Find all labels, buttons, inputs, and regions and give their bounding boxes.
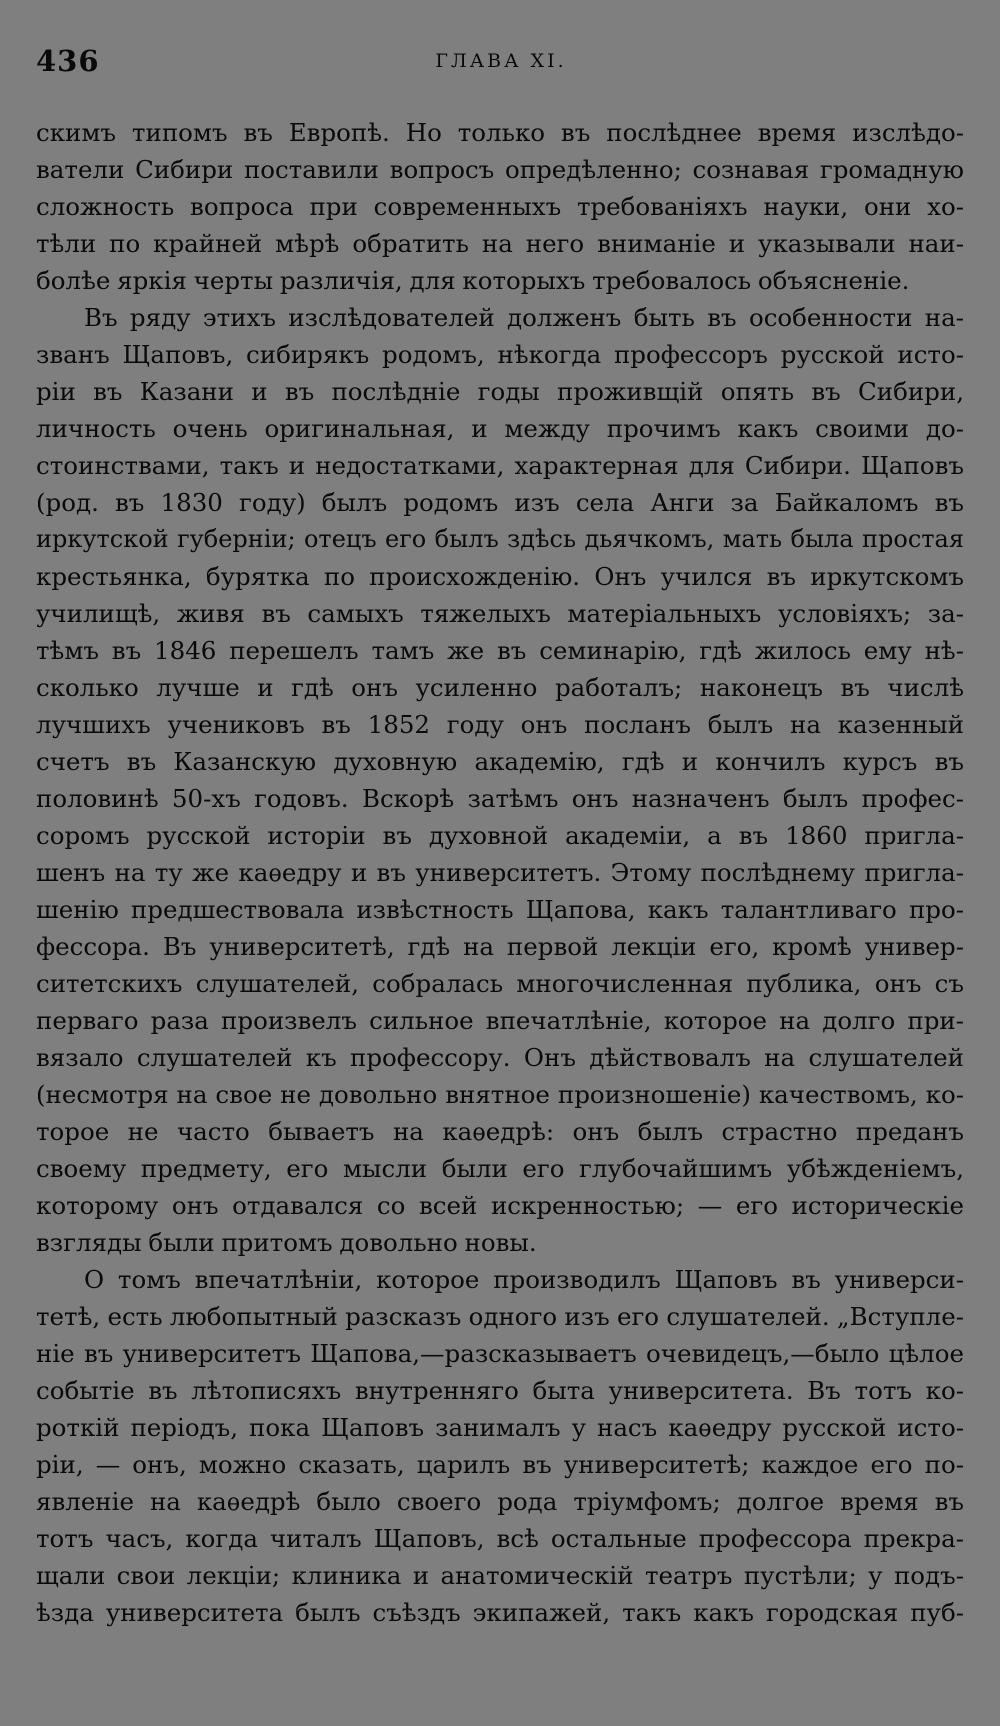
text-line: счетъ въ Казанскую духовную академію, гдѣ и кончилъ курсъ въ — [36, 747, 964, 776]
text-line: вязало слушателей къ профессору. Онъ дѣйствовалъ на слушателей — [36, 1043, 964, 1072]
text-line: взгляды были притомъ довольно новы. — [36, 1228, 537, 1257]
text-line: щали свои лекціи; клиника и анатомическій театръ пустѣли; у подъ- — [36, 1561, 964, 1590]
text-line: Въ ряду этихъ изслѣдователей долженъ быть въ особенности на- — [84, 303, 964, 332]
chapter-title: ГЛАВА XI. — [435, 50, 567, 72]
text-line: сложность вопроса при современныхъ требованіяхъ науки, они хо- — [36, 192, 964, 221]
text-line: которому онъ отдавался со всей искренностью; — его историческіе — [36, 1191, 964, 1220]
text-line: роткій періодъ, пока Щаповъ занималъ у насъ каѳедру русской исто- — [36, 1413, 964, 1442]
text-line: торое не часто бываетъ на каѳедрѣ: онъ былъ страстно преданъ — [36, 1117, 964, 1146]
text-line: ситетскихъ слушателей, собралась многочисленная публика, онъ съ — [36, 969, 964, 998]
text-line: тетѣ, есть любопытный разсказъ одного изъ его слушателей. „Вступле- — [36, 1302, 964, 1331]
text-line: шенію предшествовала извѣстность Щапова, какъ талантливаго про- — [36, 895, 964, 924]
text-line: сколько лучше и гдѣ онъ усиленно работалъ; наконецъ въ числѣ — [36, 673, 964, 702]
text-line: ѣзда университета былъ съѣздъ экипажей, такъ какъ городская пуб- — [36, 1598, 964, 1627]
text-line: ріи, — онъ, можно сказать, царилъ въ университетѣ; каждое его по- — [36, 1450, 964, 1479]
text-line: ніе въ университетъ Щапова,—разсказываетъ очевидецъ,—было цѣлое — [36, 1339, 964, 1368]
text-line: (несмотря на свое не довольно внятное произношеніе) качествомъ, ко- — [36, 1080, 964, 1109]
text-line: явленіе на каѳедрѣ было своего рода тріумфомъ; долгое время въ — [36, 1487, 964, 1516]
text-line: ріи въ Казани и въ послѣдніе годы проживщій опять въ Сибири, — [36, 377, 964, 406]
text-line: личность очень оригинальная, и между прочимъ какъ своими до- — [36, 414, 964, 443]
page-header — [36, 40, 966, 90]
text-line: половинѣ 50-хъ годовъ. Вскорѣ затѣмъ онъ назначенъ былъ профес- — [36, 784, 964, 813]
text-line: училищѣ, живя въ самыхъ тяжелыхъ матеріальныхъ условіяхъ; за- — [36, 599, 964, 628]
text-line: (род. въ 1830 году) былъ родомъ изъ села Анги за Байкаломъ въ — [36, 488, 964, 517]
text-line: О томъ впечатлѣніи, которое производилъ Щаповъ въ универси- — [84, 1265, 964, 1294]
text-line: тотъ часъ, когда читалъ Щаповъ, всѣ остальные профессора прекра- — [36, 1524, 964, 1553]
text-line: крестьянка, бурятка по происхожденію. Онъ учился въ иркутскомъ — [36, 562, 964, 591]
text-line: соромъ русской исторіи въ духовной академіи, а въ 1860 пригла- — [36, 821, 964, 850]
body-text — [36, 114, 964, 1631]
text-line: своему предмету, его мысли были его глубочайшимъ убѣжденіемъ, — [36, 1154, 964, 1183]
page-number: 436 — [36, 44, 100, 78]
text-line: событіе въ лѣтописяхъ внутренняго быта университета. Въ тотъ ко- — [36, 1376, 964, 1405]
text-line: тѣли по крайней мѣрѣ обратить на него вниманіе и указывали наи- — [36, 229, 964, 258]
text-line: скимъ типомъ въ Европѣ. Но только въ послѣднее время изслѣдо- — [36, 118, 964, 147]
text-line: стоинствами, такъ и недостатками, характерная для Сибири. Щаповъ — [36, 451, 964, 480]
text-line: лучшихъ учениковъ въ 1852 году онъ посланъ былъ на казенный — [36, 710, 964, 739]
text-line: тѣмъ въ 1846 перешелъ тамъ же въ семинарію, гдѣ жилось ему нѣ- — [36, 636, 964, 665]
text-line: перваго раза произвелъ сильное впечатлѣніе, которое на долго при- — [36, 1006, 964, 1035]
text-line: болѣе яркія черты различія, для которыхъ требовалось объясненіе. — [36, 266, 910, 295]
text-line: шенъ на ту же каѳедру и въ университетъ. Этому послѣднему пригла- — [36, 858, 964, 887]
text-line: иркутской губерніи; отецъ его былъ здѣсь дьячкомъ, мать была простая — [36, 525, 964, 553]
text-line: ватели Сибири поставили вопросъ опредѣленно; сознавая громадную — [36, 155, 964, 184]
text-line: фессора. Въ университетѣ, гдѣ на первой лекціи его, кромѣ универ- — [36, 932, 964, 961]
text-line: званъ Щаповъ, сибирякъ родомъ, нѣкогда профессоръ русской исто- — [36, 340, 964, 369]
